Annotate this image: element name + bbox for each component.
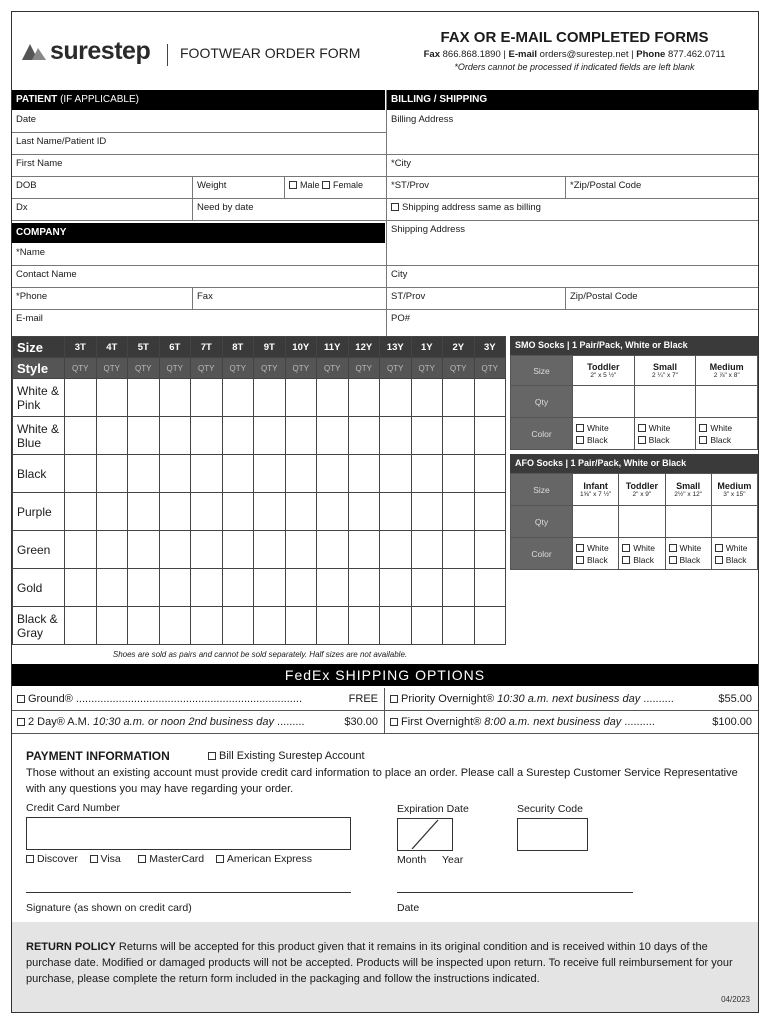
qty-cell[interactable] bbox=[222, 455, 254, 493]
qty-header: QTY bbox=[65, 358, 97, 379]
size-header-3t: 3T bbox=[65, 337, 97, 358]
qty-cell[interactable] bbox=[254, 531, 286, 569]
ship-ground-price: FREE bbox=[348, 693, 378, 705]
smo-color-cell[interactable]: White Black bbox=[634, 418, 696, 450]
ship-first-overnight-option[interactable]: First Overnight® 8:00 a.m. next business day .......... $100.00 bbox=[385, 711, 758, 734]
qty-cell[interactable] bbox=[254, 569, 286, 607]
date-field[interactable]: Date bbox=[12, 111, 386, 133]
cc-number-label: Credit Card Number bbox=[26, 802, 120, 814]
size-header-1y: 1Y bbox=[411, 337, 443, 358]
smo-qty-label: Qty bbox=[511, 386, 573, 418]
qty-cell[interactable] bbox=[222, 417, 254, 455]
weight-field[interactable]: Weight bbox=[192, 177, 284, 199]
qty-cell bbox=[411, 417, 443, 455]
qty-cell[interactable] bbox=[191, 607, 223, 645]
size-header-4t: 4T bbox=[96, 337, 128, 358]
payment-description: Those without an existing account must provide credit card information to place an order. Please call a Surestep Customer Service Representative with any questions you may have regarding your order. bbox=[26, 767, 738, 795]
qty-cell[interactable] bbox=[159, 379, 191, 417]
ship-first-overnight-checkbox[interactable] bbox=[390, 718, 398, 726]
qty-cell[interactable] bbox=[443, 569, 475, 607]
company-phone-field[interactable]: *Phone bbox=[12, 288, 192, 310]
qty-cell[interactable] bbox=[317, 493, 349, 531]
shoes-note: Shoes are sold as pairs and cannot be sold separately. Half sizes are not available. bbox=[112, 650, 408, 659]
contact-line: Fax 866.868.1890 | E-mail orders@surestep.net | Phone 877.462.0711 bbox=[423, 49, 726, 60]
shipping-state-field[interactable]: ST/Prov bbox=[387, 288, 565, 310]
qty-cell bbox=[411, 455, 443, 493]
afo-qty-label: Qty bbox=[511, 506, 573, 538]
qty-cell[interactable] bbox=[474, 607, 506, 645]
size-header-3y: 3Y bbox=[474, 337, 506, 358]
qty-cell[interactable] bbox=[191, 569, 223, 607]
patient-section-header: PATIENT (IF APPLICABLE) bbox=[12, 90, 385, 110]
qty-cell[interactable] bbox=[159, 569, 191, 607]
qty-cell[interactable] bbox=[159, 531, 191, 569]
smo-color-label: Color bbox=[511, 418, 573, 450]
qty-cell[interactable] bbox=[411, 493, 443, 531]
card-amex[interactable]: American Express bbox=[216, 853, 312, 865]
need-by-date-field[interactable]: Need by date bbox=[192, 199, 386, 221]
afo-socks-table bbox=[510, 473, 758, 570]
qty-cell[interactable] bbox=[380, 569, 412, 607]
qty-cell[interactable] bbox=[65, 493, 97, 531]
qty-cell bbox=[474, 379, 506, 417]
qty-cell[interactable] bbox=[191, 455, 223, 493]
qty-cell bbox=[380, 455, 412, 493]
signature-label: Signature (as shown on credit card) bbox=[26, 902, 192, 914]
qty-cell[interactable] bbox=[317, 531, 349, 569]
qty-cell[interactable] bbox=[348, 455, 380, 493]
card-visa[interactable]: Visa bbox=[90, 853, 121, 865]
male-checkbox[interactable] bbox=[289, 181, 297, 189]
style-label: Style bbox=[13, 358, 65, 379]
qty-cell bbox=[443, 417, 475, 455]
smo-size-medium: Medium 2 ⅞" x 8" bbox=[696, 356, 758, 386]
size-header-9t: 9T bbox=[254, 337, 286, 358]
qty-cell[interactable] bbox=[65, 531, 97, 569]
qty-header: QTY bbox=[222, 358, 254, 379]
qty-header: QTY bbox=[128, 358, 160, 379]
afo-qty-cell[interactable] bbox=[573, 506, 619, 538]
afo-size-toddler: Toddler 2" x 9" bbox=[619, 474, 665, 506]
company-fax-field[interactable]: Fax bbox=[192, 288, 386, 310]
qty-cell[interactable] bbox=[96, 607, 128, 645]
qty-cell[interactable] bbox=[474, 493, 506, 531]
style-gold: Gold bbox=[13, 569, 65, 607]
logo-divider bbox=[167, 44, 168, 66]
billing-address-field[interactable]: Billing Address bbox=[387, 111, 758, 155]
shipping-options-header: FedEx SHIPPING OPTIONS bbox=[12, 664, 758, 686]
payment-title: PAYMENT INFORMATION bbox=[26, 749, 170, 763]
year-label: Year bbox=[442, 854, 464, 866]
qty-cell[interactable] bbox=[159, 455, 191, 493]
afo-color-cell[interactable]: White Black bbox=[619, 538, 665, 570]
qty-cell[interactable] bbox=[443, 607, 475, 645]
ship-priority-checkbox[interactable] bbox=[390, 695, 398, 703]
qty-cell[interactable] bbox=[317, 569, 349, 607]
smo-size-toddler: Toddler 2" x 5 ½" bbox=[573, 356, 635, 386]
company-section-header: COMPANY bbox=[12, 223, 385, 243]
smo-qty-cell[interactable] bbox=[634, 386, 696, 418]
size-header-13y: 13Y bbox=[380, 337, 412, 358]
dx-field[interactable]: Dx bbox=[12, 199, 192, 221]
billing-city-field[interactable]: *City bbox=[387, 155, 758, 177]
bill-existing-checkbox[interactable] bbox=[208, 752, 216, 760]
qty-header: QTY bbox=[380, 358, 412, 379]
qty-cell[interactable] bbox=[443, 493, 475, 531]
qty-cell bbox=[443, 455, 475, 493]
qty-cell[interactable] bbox=[128, 607, 160, 645]
qty-header: QTY bbox=[96, 358, 128, 379]
qty-cell[interactable] bbox=[411, 531, 443, 569]
qty-cell bbox=[411, 379, 443, 417]
afo-qty-cell[interactable] bbox=[711, 506, 757, 538]
card-type-options bbox=[26, 853, 312, 865]
size-label: Size bbox=[13, 337, 65, 358]
qty-cell[interactable] bbox=[348, 493, 380, 531]
fax-number: 866.868.1890 bbox=[442, 49, 501, 60]
qty-cell[interactable] bbox=[96, 531, 128, 569]
qty-cell[interactable] bbox=[254, 607, 286, 645]
smo-socks-table bbox=[510, 355, 758, 450]
qty-cell[interactable] bbox=[474, 531, 506, 569]
afo-color-cell[interactable]: White Black bbox=[573, 538, 619, 570]
qty-cell[interactable] bbox=[348, 607, 380, 645]
smo-size-small: Small 2 ¼" x 7" bbox=[634, 356, 696, 386]
expiration-label: Expiration Date bbox=[397, 803, 469, 815]
qty-cell[interactable] bbox=[191, 417, 223, 455]
security-code-label: Security Code bbox=[517, 803, 583, 815]
size-header-10y: 10Y bbox=[285, 337, 317, 358]
qty-cell[interactable] bbox=[96, 379, 128, 417]
ship-priority-option[interactable]: Priority Overnight® 10:30 a.m. next business day .......... $55.00 bbox=[385, 688, 758, 711]
shipping-city-field[interactable]: City bbox=[387, 266, 758, 288]
qty-cell[interactable] bbox=[254, 493, 286, 531]
qty-cell[interactable] bbox=[254, 455, 286, 493]
qty-header: QTY bbox=[474, 358, 506, 379]
qty-header: QTY bbox=[254, 358, 286, 379]
qty-cell[interactable] bbox=[191, 493, 223, 531]
ship-ground-checkbox[interactable] bbox=[17, 695, 25, 703]
qty-cell[interactable] bbox=[285, 455, 317, 493]
qty-cell[interactable] bbox=[348, 379, 380, 417]
size-header-11y: 11Y bbox=[317, 337, 349, 358]
qty-cell[interactable] bbox=[191, 531, 223, 569]
qty-cell[interactable] bbox=[380, 493, 412, 531]
ship-two-day-checkbox[interactable] bbox=[17, 718, 25, 726]
afo-color-cell[interactable]: White Black bbox=[711, 538, 757, 570]
qty-cell[interactable] bbox=[128, 417, 160, 455]
qty-cell[interactable] bbox=[96, 417, 128, 455]
first-name-field[interactable]: First Name bbox=[12, 155, 386, 177]
same-as-billing-option[interactable]: Shipping address same as billing bbox=[387, 199, 758, 221]
afo-size-label: Size bbox=[511, 474, 573, 506]
size-header-2y: 2Y bbox=[443, 337, 475, 358]
ship-two-day-option[interactable]: 2 Day® A.M. 10:30 a.m. or noon 2nd business day ......... $30.00 bbox=[12, 711, 385, 734]
qty-cell[interactable] bbox=[65, 417, 97, 455]
qty-cell[interactable] bbox=[474, 569, 506, 607]
qty-cell[interactable] bbox=[128, 379, 160, 417]
return-policy-text: RETURN POLICY Returns will be accepted for this product given that it remains in its original condition and is received within 10 days of the purchase date. Modified or damaged products will not be accepted. Products will be inspected upon return. To receive full reimbursement for your purchase, please complete the return form included in the packaging and follow the instructions indicated. bbox=[26, 941, 733, 985]
size-header-8t: 8T bbox=[222, 337, 254, 358]
qty-cell[interactable] bbox=[159, 607, 191, 645]
size-order-table bbox=[12, 336, 506, 645]
smo-socks-header: SMO Socks | 1 Pair/Pack, White or Black bbox=[510, 336, 758, 355]
qty-header: QTY bbox=[411, 358, 443, 379]
ship-first-overnight-price: $100.00 bbox=[712, 716, 752, 728]
qty-cell[interactable] bbox=[348, 569, 380, 607]
shipping-zip-field[interactable]: Zip/Postal Code bbox=[565, 288, 758, 310]
qty-cell[interactable] bbox=[159, 493, 191, 531]
smo-qty-cell[interactable] bbox=[573, 386, 635, 418]
ship-two-day-price: $30.00 bbox=[344, 716, 378, 728]
date-line[interactable] bbox=[397, 892, 633, 893]
qty-cell[interactable] bbox=[222, 607, 254, 645]
qty-cell[interactable] bbox=[128, 531, 160, 569]
qty-cell[interactable] bbox=[96, 493, 128, 531]
style-white-blue: White & Blue bbox=[13, 417, 65, 455]
qty-cell[interactable] bbox=[443, 531, 475, 569]
same-as-billing-checkbox[interactable] bbox=[391, 203, 399, 211]
qty-cell[interactable] bbox=[222, 569, 254, 607]
qty-cell[interactable] bbox=[222, 531, 254, 569]
smo-color-cell[interactable]: White Black bbox=[573, 418, 635, 450]
qty-cell[interactable] bbox=[65, 569, 97, 607]
afo-qty-cell[interactable] bbox=[665, 506, 711, 538]
ship-priority-price: $55.00 bbox=[718, 693, 752, 705]
order-form-page bbox=[11, 11, 759, 1013]
qty-cell[interactable] bbox=[411, 607, 443, 645]
dob-field[interactable]: DOB bbox=[12, 177, 192, 199]
qty-cell[interactable] bbox=[317, 455, 349, 493]
qty-cell[interactable] bbox=[159, 417, 191, 455]
company-email-field[interactable]: E-mail bbox=[16, 313, 43, 324]
qty-cell[interactable] bbox=[285, 607, 317, 645]
smo-size-label: Size bbox=[511, 356, 573, 386]
qty-cell bbox=[443, 379, 475, 417]
qty-cell[interactable] bbox=[128, 455, 160, 493]
last-name-field[interactable]: Last Name/Patient ID bbox=[12, 133, 386, 155]
qty-cell[interactable] bbox=[222, 379, 254, 417]
smo-color-cell[interactable]: White Black bbox=[696, 418, 758, 450]
qty-cell[interactable] bbox=[128, 493, 160, 531]
style-green: Green bbox=[13, 531, 65, 569]
expiration-input[interactable] bbox=[397, 818, 453, 851]
qty-cell[interactable] bbox=[285, 417, 317, 455]
qty-header: QTY bbox=[285, 358, 317, 379]
size-header-7t: 7T bbox=[191, 337, 223, 358]
qty-cell[interactable] bbox=[222, 493, 254, 531]
style-white-pink: White & Pink bbox=[13, 379, 65, 417]
card-discover[interactable]: Discover bbox=[26, 853, 78, 865]
payment-date-label: Date bbox=[397, 902, 420, 914]
female-checkbox[interactable] bbox=[322, 181, 330, 189]
afo-size-infant: Infant 1⅝" x 7 ½" bbox=[573, 474, 619, 506]
qty-cell[interactable] bbox=[96, 455, 128, 493]
fax-email-title: FAX OR E-MAIL COMPLETED FORMS bbox=[440, 29, 709, 46]
qty-cell[interactable] bbox=[254, 379, 286, 417]
qty-cell[interactable] bbox=[411, 569, 443, 607]
afo-color-cell[interactable]: White Black bbox=[665, 538, 711, 570]
qty-cell[interactable] bbox=[285, 493, 317, 531]
card-mastercard[interactable]: MasterCard bbox=[138, 853, 204, 865]
smo-qty-cell[interactable] bbox=[696, 386, 758, 418]
required-fields-note: *Orders cannot be processed if indicated fields are left blank bbox=[454, 62, 695, 72]
qty-cell[interactable] bbox=[285, 531, 317, 569]
shipping-address-field[interactable]: Shipping Address bbox=[387, 221, 758, 266]
company-name-field[interactable]: *Name bbox=[12, 244, 386, 266]
expiration-divider bbox=[398, 819, 451, 849]
contact-name-field[interactable]: Contact Name bbox=[12, 266, 386, 288]
qty-header: QTY bbox=[317, 358, 349, 379]
qty-cell[interactable] bbox=[348, 531, 380, 569]
afo-size-small: Small 2½" x 12" bbox=[665, 474, 711, 506]
qty-cell bbox=[380, 417, 412, 455]
email-address: orders@surestep.net bbox=[539, 49, 629, 60]
form-title: FOOTWEAR ORDER FORM bbox=[180, 45, 361, 61]
size-header-5t: 5T bbox=[128, 337, 160, 358]
style-black-gray: Black & Gray bbox=[13, 607, 65, 645]
style-purple: Purple bbox=[13, 493, 65, 531]
afo-color-label: Color bbox=[511, 538, 573, 570]
qty-cell[interactable] bbox=[96, 569, 128, 607]
qty-cell[interactable] bbox=[65, 607, 97, 645]
qty-header: QTY bbox=[348, 358, 380, 379]
qty-cell[interactable] bbox=[380, 531, 412, 569]
qty-cell[interactable] bbox=[285, 379, 317, 417]
billing-section-header: BILLING / SHIPPING bbox=[387, 90, 758, 110]
size-header-6t: 6T bbox=[159, 337, 191, 358]
qty-cell[interactable] bbox=[317, 417, 349, 455]
qty-cell[interactable] bbox=[348, 417, 380, 455]
cc-number-input[interactable] bbox=[26, 817, 351, 850]
qty-cell bbox=[380, 379, 412, 417]
qty-cell[interactable] bbox=[380, 607, 412, 645]
company-logo: surestep bbox=[50, 37, 151, 65]
qty-cell[interactable] bbox=[65, 455, 97, 493]
form-version: 04/2023 bbox=[721, 995, 750, 1004]
billing-zip-field[interactable]: *Zip/Postal Code bbox=[565, 177, 758, 199]
afo-qty-cell[interactable] bbox=[619, 506, 665, 538]
month-label: Month bbox=[397, 854, 427, 866]
qty-cell[interactable] bbox=[191, 379, 223, 417]
qty-cell[interactable] bbox=[65, 379, 97, 417]
qty-cell[interactable] bbox=[128, 569, 160, 607]
qty-header: QTY bbox=[191, 358, 223, 379]
po-number-field[interactable]: PO# bbox=[391, 313, 411, 324]
qty-cell[interactable] bbox=[254, 417, 286, 455]
surestep-logo-icon bbox=[22, 44, 46, 60]
billing-state-field[interactable]: *ST/Prov bbox=[387, 177, 565, 199]
qty-cell bbox=[474, 417, 506, 455]
afo-socks-header: AFO Socks | 1 Pair/Pack, White or Black bbox=[510, 454, 758, 473]
phone-number: 877.462.0711 bbox=[667, 49, 726, 60]
ship-ground-option[interactable]: Ground® .......................................................................... FREE bbox=[12, 688, 385, 711]
afo-size-medium: Medium 3" x 15" bbox=[711, 474, 757, 506]
qty-cell[interactable] bbox=[317, 379, 349, 417]
signature-line[interactable] bbox=[26, 892, 351, 893]
gender-options: Male Female bbox=[284, 177, 386, 199]
qty-header: QTY bbox=[159, 358, 191, 379]
bill-existing-option[interactable]: Bill Existing Surestep Account bbox=[208, 750, 365, 762]
qty-cell[interactable] bbox=[285, 569, 317, 607]
qty-header: QTY bbox=[443, 358, 475, 379]
qty-cell bbox=[474, 455, 506, 493]
size-header-12y: 12Y bbox=[348, 337, 380, 358]
style-black: Black bbox=[13, 455, 65, 493]
qty-cell[interactable] bbox=[317, 607, 349, 645]
security-code-input[interactable] bbox=[517, 818, 588, 851]
